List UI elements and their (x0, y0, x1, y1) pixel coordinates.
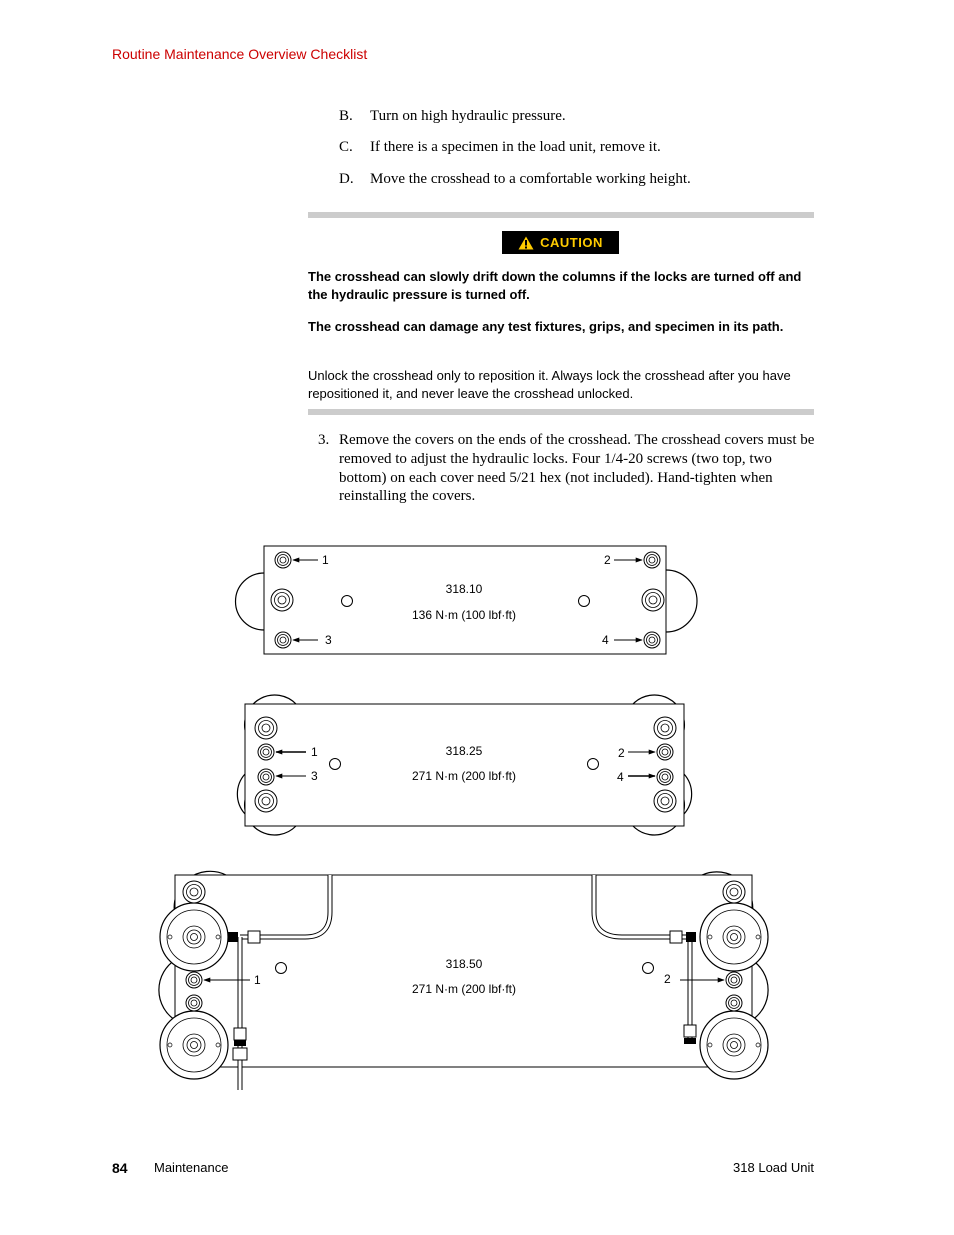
model-label: 318.10 (445, 582, 483, 596)
torque-label: 271 N·m (200 lbf·ft) (411, 982, 517, 996)
caution-label: CAUTION (540, 235, 603, 250)
callout-3: 3 (311, 769, 318, 783)
footer-section: Maintenance (154, 1160, 229, 1175)
torque-label: 271 N·m (200 lbf·ft) (411, 769, 517, 783)
caution-paragraph-damage: The crosshead can damage any test fixtures, grips, and specimen in its path. (308, 319, 784, 334)
footer-product: 318 Load Unit (733, 1160, 814, 1175)
callout-1: 1 (254, 973, 261, 987)
step-d-text: Move the crosshead to a comfortable working height. (370, 171, 691, 187)
callout-2: 2 (604, 553, 611, 567)
step-c-letter: C. (339, 139, 353, 155)
model-label: 318.25 (445, 744, 483, 758)
callout-2: 2 (664, 972, 671, 986)
callout-1: 1 (322, 553, 329, 567)
callout-3: 3 (325, 633, 332, 647)
running-header: Routine Maintenance Overview Checklist (112, 46, 368, 62)
torque-label: 136 N·m (100 lbf·ft) (411, 608, 517, 622)
step-b-letter: B. (339, 108, 353, 124)
caution-paragraph-unlock: Unlock the crosshead only to reposition it. Always lock the crosshead after you have repositioned it, and never leave the crosshead unlocked. (308, 368, 791, 401)
step-b-text: Turn on high hydraulic pressure. (370, 108, 566, 124)
model-label: 318.50 (445, 957, 483, 971)
caution-paragraph-drift: The crosshead can slowly drift down the columns if the locks are turned off and the hydraulic pressure is turned off. (308, 269, 802, 302)
page-number: 84 (112, 1160, 128, 1176)
step-3-text: Remove the covers on the ends of the crosshead. The crosshead covers must be removed to adjust the hydraulic locks. Four 1/4-20 screws (two top, two bottom) on each cover need 5/21 hex (not included). Hand-tighten when reinstalling the covers. (339, 432, 815, 505)
step-d-letter: D. (339, 171, 354, 187)
diagram-318-50 (159, 871, 768, 1090)
callout-2: 2 (618, 746, 625, 760)
callout-1: 1 (311, 745, 318, 759)
callout-4: 4 (617, 770, 624, 784)
callout-4: 4 (602, 633, 609, 647)
diagram-318-10 (235, 546, 697, 654)
step-3-number: 3. (318, 432, 330, 448)
step-c-text: If there is a specimen in the load unit, remove it. (370, 139, 661, 155)
diagram-318-25 (237, 695, 691, 835)
